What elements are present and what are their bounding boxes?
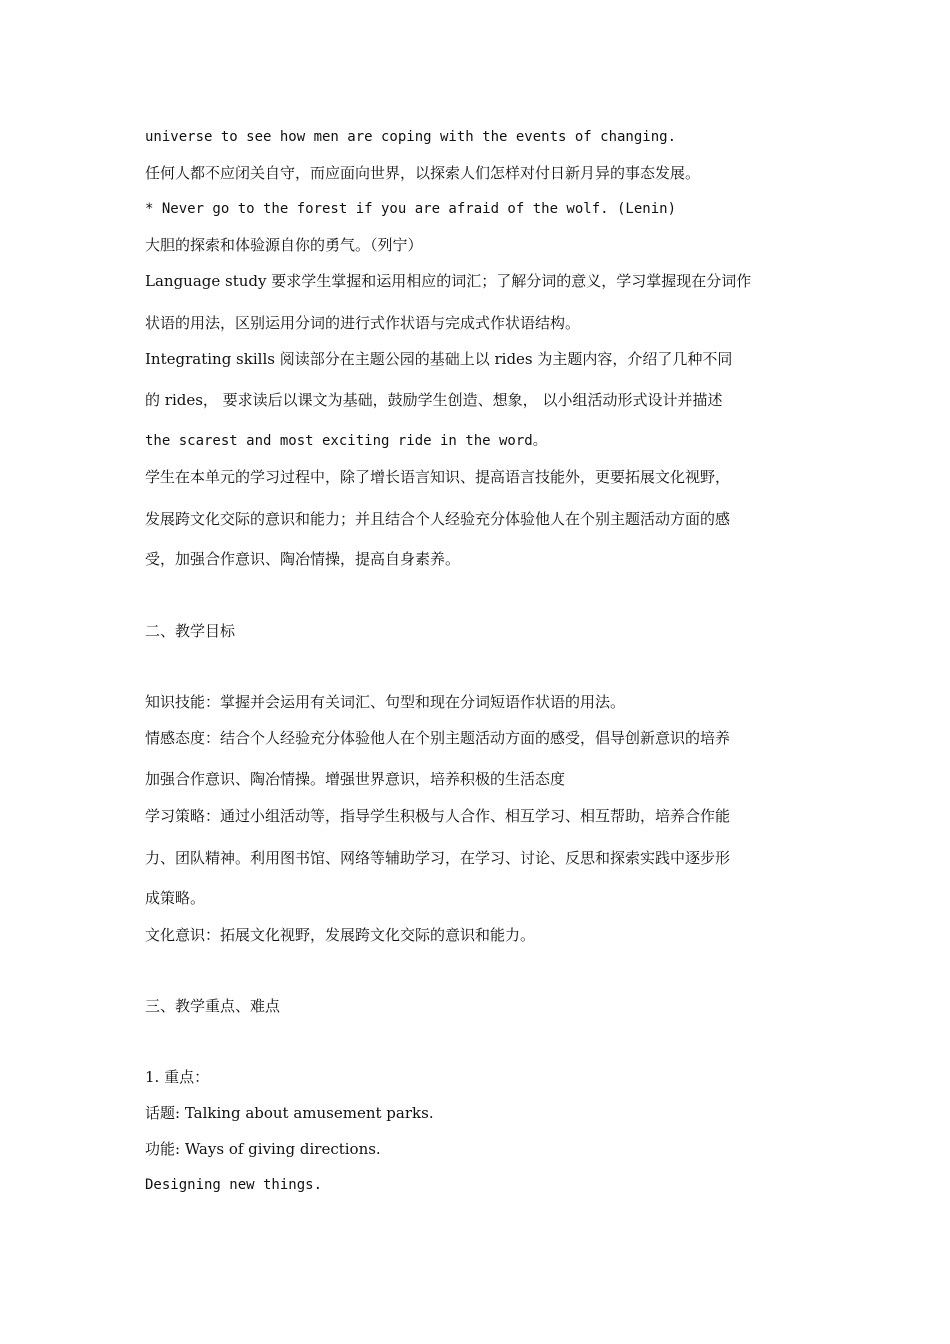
paragraph-line-3: 受，加强合作意识、陶冶情操，提高自身素养。 [145, 550, 461, 568]
objective-knowledge: 知识技能：掌握并会运用有关词汇、句型和现在分词短语作状语的用法。 [145, 693, 626, 711]
quote-lenin: * Never go to the forest if you are afraid of the wolf. (Lenin) [145, 201, 677, 217]
objective-attitude-line-2: 加强合作意识、陶冶情操。增强世界意识，培养积极的生活态度 [145, 770, 566, 788]
objective-strategy-line-2: 力、团队精神。利用图书馆、网络等辅助学习，在学习、讨论、反思和探索实践中逐步形 [145, 849, 731, 867]
objective-attitude-line-1: 情感态度：结合个人经验充分体验他人在个别主题活动方面的感受，倡导创新意识的培养 [145, 729, 731, 747]
text-line-1: universe to see how men are coping with the events of changing. [145, 129, 677, 145]
topic-line: 话题: Talking about amusement parks. [145, 1104, 434, 1122]
objective-strategy-line-1: 学习策略：通过小组活动等，指导学生积极与人合作、相互学习、相互帮助，培养合作能 [145, 807, 731, 825]
key-points-label: 1. 重点： [145, 1068, 210, 1086]
paragraph-line-1: 学生在本单元的学习过程中，除了增长语言知识、提高语言技能外，更要拓展文化视野， [145, 468, 731, 486]
paragraph-line-2: 发展跨文化交际的意识和能力；并且结合个人经验充分体验他人在个别主题活动方面的感 [145, 510, 731, 528]
language-study-line-2: 状语的用法，区别运用分词的进行式作状语与完成式作状语结构。 [145, 314, 581, 332]
objective-strategy-line-3: 成策略。 [145, 889, 206, 907]
quote-lenin-translation: 大胆的探索和体验源自你的勇气。（列宁） [145, 236, 423, 254]
language-study-line-1: Language study 要求学生掌握和运用相应的词汇；了解分词的意义，学习掌握现在分词作 [145, 272, 752, 290]
section-heading-objectives: 二、教学目标 [145, 622, 236, 640]
integrating-skills-line-2: 的 rides， 要求读后以课文为基础，鼓励学生创造、想象， 以小组活动形式设计并描述 [145, 391, 723, 409]
text-line-2: 任何人都不应闭关自守，而应面向世界，以探索人们怎样对付日新月异的事态发展。 [145, 164, 701, 182]
function-line: 功能: Ways of giving directions. [145, 1140, 381, 1158]
section-heading-key-points: 三、教学重点、难点 [145, 997, 281, 1015]
designing-line: Designing new things. [145, 1177, 323, 1193]
integrating-skills-line-1: Integrating skills 阅读部分在主题公园的基础上以 rides 为主题内容，介绍了几种不同 [145, 350, 733, 368]
integrating-skills-line-3: the scarest and most exciting ride in the word。 [145, 433, 547, 449]
objective-culture: 文化意识：拓展文化视野，发展跨文化交际的意识和能力。 [145, 926, 536, 944]
